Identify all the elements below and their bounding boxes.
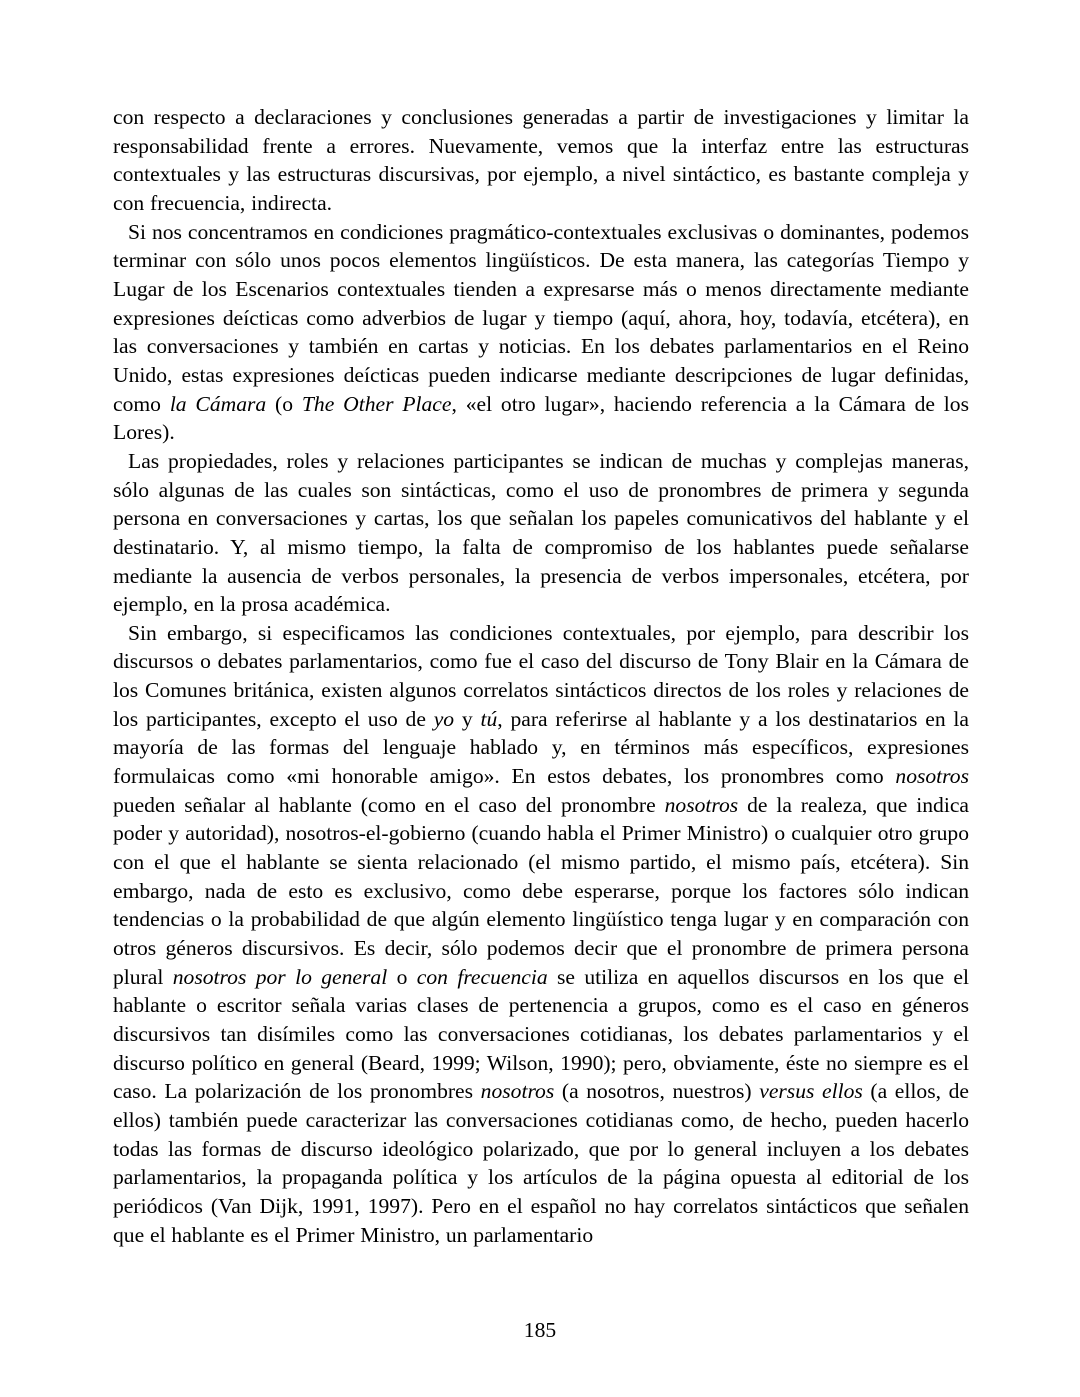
paragraph: Las propiedades, roles y relaciones participantes se indican de muchas y complejas maneras, sólo algunas de las cuales son sintácticas, como el uso de pronombres de primera y segunda persona en conversaciones y cartas, los que señalan los papeles comunicativos del hablante y el destinatario. Y, al mismo tiempo, la falta de compromiso de los hablantes puede señalarse mediante la ausencia de verbos personales, la presencia de verbos impersonales, etcétera, por ejemplo, en la prosa académica. bbox=[113, 448, 969, 617]
italic-run: versus ellos bbox=[759, 1079, 863, 1104]
paragraph: Si nos concentramos en condiciones pragmático-contextuales exclusivas o dominantes, podemos terminar con sólo unos pocos elementos lingüísticos. De esta manera, las categorías Tiempo y Lugar de los Escenarios contextuales tienden a expresarse más o menos directamente mediante expresiones deícticas como adverbios de lugar y tiempo (aquí, ahora, hoy, todavía, etcétera), en las conversaciones y también en cartas y noticias. En los debates parlamentarios en el Reino Unido, estas expresiones deícticas pueden indicarse mediante descripciones de lugar definidas, como la Cámara (o The Other Place, «el otro lugar», haciendo referencia a la Cámara de los Lores). bbox=[113, 219, 970, 445]
italic-run: nosotros bbox=[664, 792, 739, 817]
body-text-column bbox=[113, 103, 969, 1249]
italic-run: yo bbox=[433, 706, 455, 731]
italic-run: con frecuencia bbox=[416, 964, 548, 989]
italic-run: nosotros bbox=[480, 1079, 555, 1104]
italic-run: nosotros por lo general bbox=[172, 964, 388, 989]
italic-run: tú bbox=[480, 706, 498, 731]
page-number: 185 bbox=[523, 1318, 557, 1342]
italic-run: nosotros bbox=[895, 764, 969, 789]
paragraph: Sin embargo, si especificamos las condiciones contextuales, por ejemplo, para describir los discursos o debates parlamentarios, como fue el caso del discurso de Tony Blair en la Cámara de los Comunes británica, existen algunos correlatos sintácticos directos de los roles y relaciones de los participantes, excepto el uso de yo y tú, para referirse al hablante y a los destinatarios en la mayoría de las formas del lenguaje hablado y, en términos más específicos, expresiones formulaicas como «mi honorable amigo». En estos debates, los pronombres como nosotros pueden señalar al hablante (como en el caso del pronombre nosotros de la realeza, que indica poder y autoridad), nosotros-el-gobierno (cuando habla el Primer Ministro) o cualquier otro grupo con el que el hablante se sienta relacionado (el mismo partido, el mismo país, etcétera). Sin embargo, nada de esto es exclusivo, como debe esperarse, porque los factores sólo indican tendencias o la probabilidad de que algún elemento lingüístico tenga lugar y en comparación con otros géneros discursivos. Es decir, sólo podemos decir que el pronombre de primera persona plural nosotros por lo general o con frecuencia se utiliza en aquellos discursos en los que el hablante o escritor señala varias clases de pertenencia a grupos, como es el caso en géneros discursivos tan disímiles como las conversaciones cotidianas, los debates parlamentarios y el discurso político en general (Beard, 1999; Wilson, 1990); pero, obviamente, éste no siempre es el caso. La polarización de los pronombres nosotros (a nosotros, nuestros) versus ellos (a ellos, de ellos) también puede caracterizar las conversaciones cotidianas como, de hecho, pueden hacerlo todas las formas de discurso ideológico polarizado, que por lo general incluyen a los debates parlamentarios, la propaganda política y los artículos de la página opuesta al editorial de los periódicos (Van Dijk, 1991, 1997). Pero en el español no hay correlatos sintácticos que señalen que el hablante es el Primer Ministro, un parlamentario bbox=[113, 620, 970, 1247]
paragraph: con respecto a declaraciones y conclusiones generadas a partir de investigaciones y limitar la responsabilidad frente a errores. Nuevamente, vemos que la interfaz entre las estructuras contextuales y las estructuras discursivas, por ejemplo, a nivel sintáctico, es bastante compleja y con frecuencia, indirecta. bbox=[113, 105, 969, 215]
italic-run: The Other Place bbox=[301, 391, 452, 416]
italic-run: la Cámara bbox=[169, 391, 267, 416]
